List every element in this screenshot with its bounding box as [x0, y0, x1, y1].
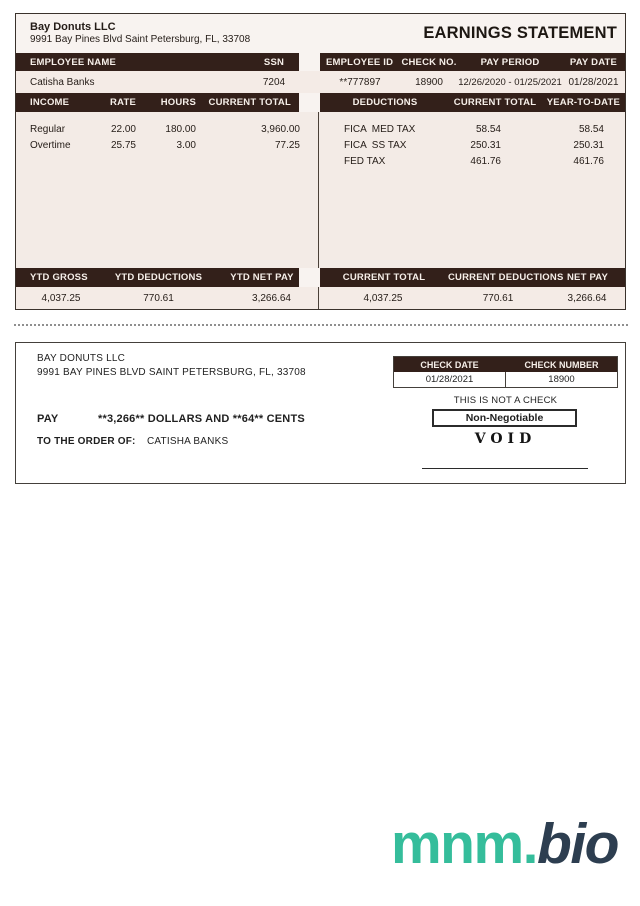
pay-amount: **3,266** DOLLARS AND **64** CENTS [98, 413, 305, 425]
bar-gap [299, 93, 320, 112]
check-number-value: 18900 [548, 374, 575, 385]
deduction-row [319, 153, 625, 169]
check-number-header: CHECK NUMBER [524, 359, 599, 370]
deduction-label: FED TAX [344, 155, 386, 167]
deduction-current-total: 250.31 [470, 139, 501, 151]
pay-line [37, 413, 305, 425]
employee-id-value: **777897 [339, 76, 381, 88]
income-header-left [16, 93, 299, 112]
check-date-number-table [393, 356, 618, 388]
income-rows [16, 112, 319, 268]
ssn-header: SSN [263, 56, 285, 68]
pay-period-header: PAY PERIOD [480, 56, 540, 68]
check-company-name: BAY DONUTS LLC [37, 353, 126, 364]
current-total-header: CURRENT TOTAL [208, 97, 291, 108]
income-rate: 25.75 [110, 139, 136, 151]
ytd-gross-header: YTD GROSS [30, 272, 88, 283]
employee-header-bar [16, 53, 625, 71]
current-total-header: CURRENT TOTAL [342, 272, 426, 283]
ytd-gross-value: 4,037.25 [41, 292, 81, 304]
company-block [30, 21, 250, 46]
totals-header-right [320, 268, 625, 287]
order-line [37, 436, 228, 447]
rate-header: RATE [110, 97, 136, 108]
pay-date-value: 01/28/2021 [568, 76, 619, 88]
signature-line [422, 468, 588, 469]
income-label: Regular [30, 123, 66, 135]
ssn-value: 7204 [262, 76, 286, 88]
deduction-current-total: 58.54 [475, 123, 501, 135]
totals-values-row [16, 287, 625, 309]
current-total-value: 4,037.25 [363, 292, 403, 304]
payee-name: CATISHA BANKS [147, 436, 229, 447]
brand-logo [390, 812, 618, 876]
totals-values-left [16, 287, 319, 309]
deduction-row [319, 121, 625, 137]
current-deductions-value: 770.61 [482, 292, 514, 304]
deduction-current-total: 461.76 [470, 155, 501, 167]
brand-logo-secondary: bio [537, 812, 618, 876]
current-deductions-header: CURRENT DEDUCTIONS [448, 272, 564, 283]
check-table-header [394, 357, 617, 372]
deduction-row [319, 137, 625, 153]
statement-header [16, 14, 625, 53]
income-label: Overtime [30, 139, 71, 151]
employee-values-left [16, 77, 299, 88]
not-a-check-label: THIS IS NOT A CHECK [453, 395, 558, 406]
statement-body [16, 112, 625, 268]
income-current-total: 77.25 [274, 139, 300, 151]
income-current-total: 3,960.00 [261, 123, 300, 135]
non-negotiable-stamp: Non-Negotiable [432, 409, 577, 427]
statement-title: EARNINGS STATEMENT [423, 24, 617, 42]
void-stamp: VOID [474, 431, 537, 447]
bar-gap [299, 53, 320, 71]
check-date-value: 01/28/2021 [394, 372, 506, 387]
employee-values-right [320, 77, 625, 88]
bar-gap [299, 268, 320, 287]
net-pay-header: NET PAY [567, 272, 608, 283]
check-company-block [37, 352, 306, 380]
net-pay-value: 3,266.64 [567, 292, 607, 304]
check-no-header: CHECK NO. [401, 56, 457, 68]
totals-values-right [319, 287, 625, 309]
deduction-rows [319, 112, 625, 268]
pay-label: PAY [37, 413, 59, 425]
income-row [16, 137, 318, 153]
earnings-statement [15, 13, 626, 310]
employee-header-right [320, 53, 625, 71]
totals-header-left [16, 268, 299, 287]
income-header: INCOME [30, 97, 70, 108]
employee-name-header: EMPLOYEE NAME [30, 56, 116, 68]
brand-logo-primary: mnm. [390, 812, 538, 876]
check-stub [15, 342, 626, 484]
ytd-net-pay-value: 3,266.64 [252, 292, 291, 304]
income-hours: 3.00 [176, 139, 196, 151]
pay-date-header: PAY DATE [569, 56, 618, 68]
employee-name-value: Catisha Banks [30, 76, 95, 88]
totals-header-bar [16, 268, 625, 287]
deduction-year-to-date: 58.54 [578, 123, 604, 135]
deduction-year-to-date: 461.76 [573, 155, 604, 167]
ytd-deductions-header: YTD DEDUCTIONS [114, 272, 203, 283]
check-date-header: CHECK DATE [394, 360, 506, 370]
company-address: 9991 Bay Pines Blvd Saint Petersburg, FL, 33708 [30, 34, 251, 45]
deduction-year-to-date: 250.31 [573, 139, 604, 151]
deductions-header: DEDUCTIONS [352, 97, 418, 108]
ytd-net-pay-header: YTD NET PAY [230, 272, 294, 283]
income-row [16, 121, 318, 137]
deductions-header-bar [320, 93, 625, 112]
year-to-date-header: YEAR-TO-DATE [546, 97, 620, 108]
deduction-label: FICA SS TAX [344, 139, 407, 151]
check-company-address: 9991 BAY PINES BLVD SAINT PETERSBURG, FL, 33708 [37, 367, 306, 378]
employee-header-left [16, 53, 299, 71]
employee-values-row [16, 71, 625, 93]
hours-header: HOURS [160, 97, 196, 108]
income-header-bar [16, 93, 625, 112]
order-label: TO THE ORDER OF: [37, 436, 136, 447]
ytd-deductions-value: 770.61 [143, 292, 174, 304]
check-table-values [394, 372, 617, 387]
tear-line-separator [14, 324, 628, 326]
income-hours: 180.00 [165, 123, 196, 135]
pay-period-value: 12/26/2020 - 01/25/2021 [458, 76, 562, 88]
employee-id-header: EMPLOYEE ID [326, 56, 394, 68]
income-rate: 22.00 [110, 123, 136, 135]
company-name: Bay Donuts LLC [30, 21, 116, 33]
check-no-value: 18900 [415, 76, 443, 88]
deduction-label: FICA MED TAX [344, 123, 416, 135]
deductions-current-total-header: CURRENT TOTAL [453, 97, 537, 108]
